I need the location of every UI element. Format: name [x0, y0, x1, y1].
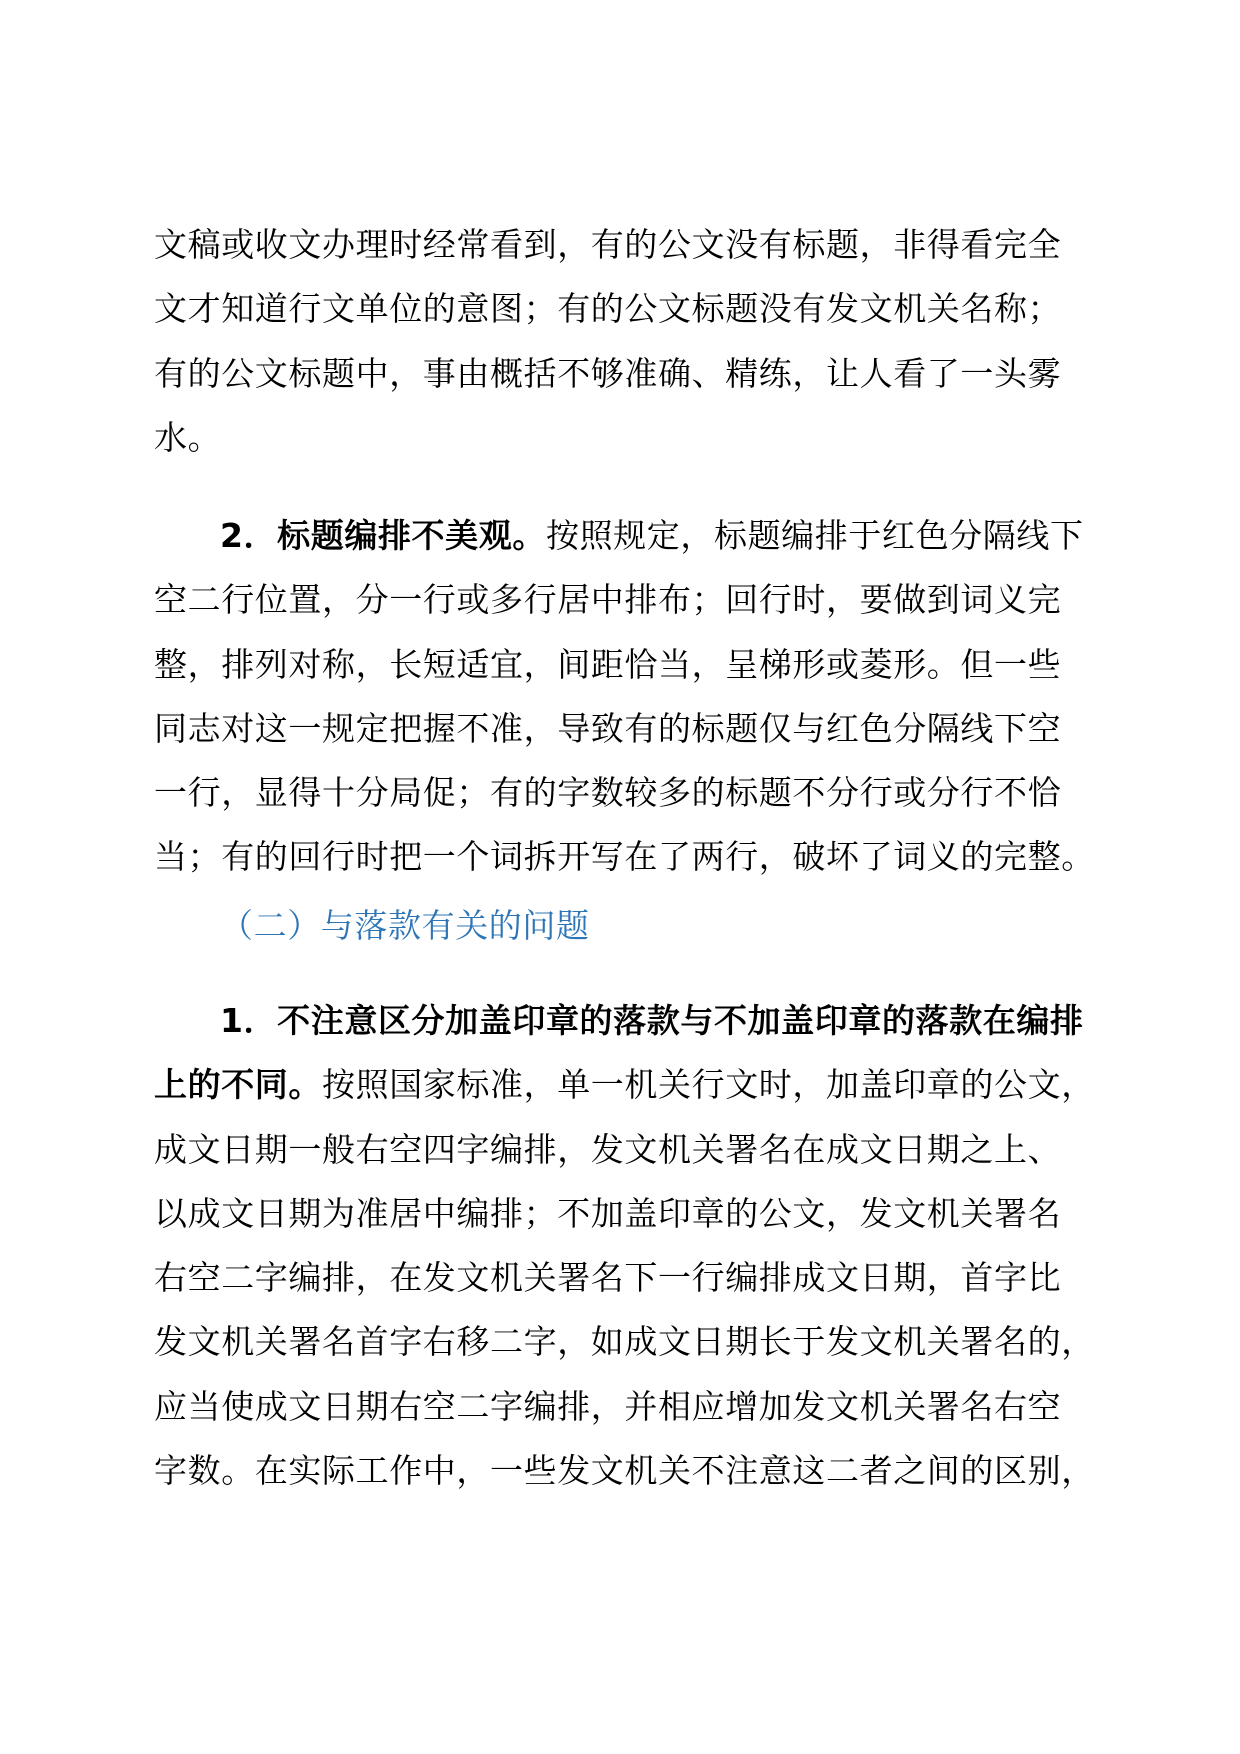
- paragraph-missing-titles: [154, 213, 1114, 470]
- text-line: 文才知道行文单位的意图；有的公文标题没有发文机关名称；: [154, 289, 1062, 329]
- paragraph-title-layout: [154, 504, 1114, 890]
- text-line: 右空二字编排，在发文机关署名下一行编排成文日期，首字比: [154, 1258, 1062, 1298]
- text-line: 字数。在实际工作中，一些发文机关不注意这二者之间的区别，: [154, 1451, 1095, 1491]
- text-line: [154, 1053, 1114, 1117]
- text-line: 空二行位置，分一行或多行居中排布；回行时，要做到词义完: [154, 580, 1062, 620]
- text-line: 一行，显得十分局促；有的字数较多的标题不分行或分行不恰: [154, 773, 1062, 813]
- text-line: 以成文日期为准居中编排；不加盖印章的公文，发文机关署名: [154, 1193, 1062, 1233]
- paragraph-lead: 2．标题编排不美观。: [220, 516, 546, 555]
- text-line: 应当使成文日期右空二字编排，并相应增加发文机关署名右空: [154, 1386, 1062, 1426]
- paragraph-text: 按照国家标准，单一机关行文时，加盖印章的公文，: [322, 1065, 1095, 1105]
- text-line: 水。: [154, 417, 222, 457]
- paragraph-text: 按照规定，标题编排于红色分隔线下: [545, 516, 1084, 555]
- paragraph-lead: 1．不注意区分加盖印章的落款与不加盖印章的落款在编排: [220, 1001, 1084, 1040]
- text-line: 发文机关署名首字右移二字，如成文日期长于发文机关署名的，: [154, 1322, 1095, 1362]
- text-line: 整，排列对称，长短适宜，间距恰当，呈梯形或菱形。但一些: [154, 644, 1062, 684]
- text-line: 有的公文标题中，事由概括不够准确、精练，让人看了一头雾: [154, 353, 1062, 393]
- paragraph-signature-layout: [154, 989, 1114, 1503]
- text-line: [154, 504, 1114, 568]
- paragraph-lead-end: 上的不同。: [154, 1065, 322, 1105]
- section-heading: （二）与落款有关的问题: [220, 906, 590, 945]
- text-line: 成文日期一般右空四字编排，发文机关署名在成文日期之上、: [154, 1129, 1062, 1169]
- text-line: 文稿或收文办理时经常看到，有的公文没有标题，非得看完全: [154, 225, 1062, 264]
- text-line: 同志对这一规定把握不准，导致有的标题仅与红色分隔线下空: [154, 708, 1062, 748]
- text-line: 当；有的回行时把一个词拆开写在了两行，破坏了词义的完整。: [154, 837, 1095, 877]
